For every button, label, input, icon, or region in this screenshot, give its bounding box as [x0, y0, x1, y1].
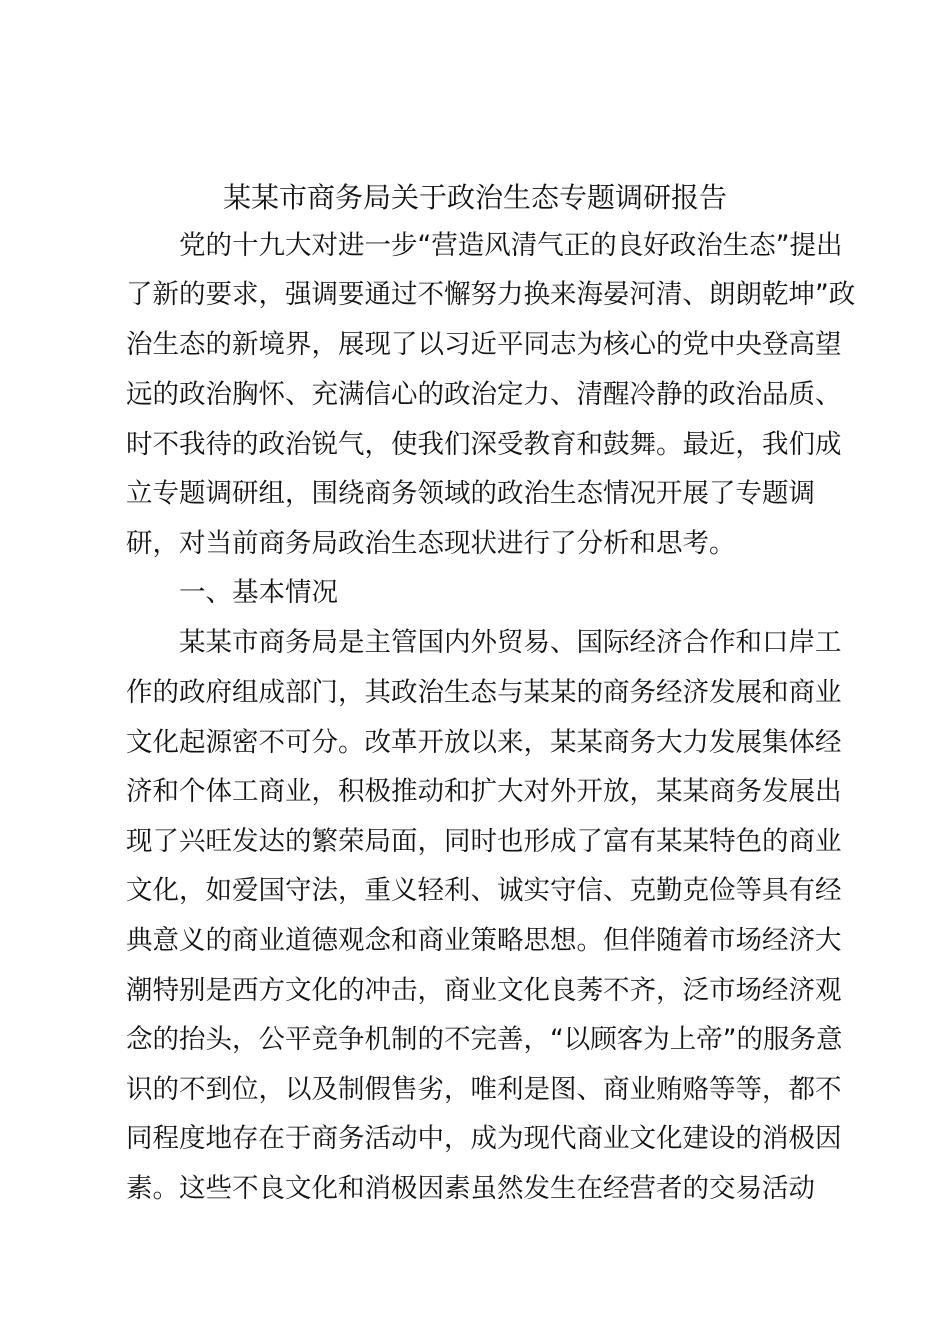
document-title: 某某市商务局关于政治生态专题调研报告 [222, 181, 727, 214]
paragraph-line: 识的不到位，以及制假售劣，唯利是图、商业贿赂等等，都不 [126, 1074, 842, 1105]
paragraph-line: 了新的要求，强调要通过不懈努力换来海晏河清、朗朗乾坤”政 [126, 279, 856, 310]
paragraph-line: 作的政府组成部门，其政治生态与某某的商务经济发展和商业 [126, 677, 842, 708]
paragraph-line: 远的政治胸怀、充满信心的政治定力、清醒冷静的政治品质、 [126, 379, 842, 410]
paragraph-line: 典意义的商业道德观念和商业策略思想。但伴随着市场经济大 [126, 925, 842, 956]
paragraph-line: 济和个体工商业，积极推动和扩大对外开放，某某商务发展出 [126, 776, 842, 807]
paragraph-line: 念的抬头，公平竞争机制的不完善，“以顾客为上帝”的服务意 [126, 1024, 843, 1055]
paragraph-line: 文化起源密不可分。改革开放以来，某某商务大力发展集体经 [126, 727, 842, 758]
paragraph-line: 立专题调研组，围绕商务领域的政治生态情况开展了专题调 [126, 478, 815, 509]
paragraph-line: 时不我待的政治锐气，使我们深受教育和鼓舞。最近，我们成 [126, 429, 842, 460]
paragraph-line: 素。这些不良文化和消极因素虽然发生在经营者的交易活动 [126, 1173, 815, 1204]
paragraph-line: 治生态的新境界，展现了以习近平同志为核心的党中央登高望 [126, 329, 842, 360]
paragraph-line: 潮特别是西方文化的冲击，商业文化良莠不齐，泛市场经济观 [126, 975, 842, 1006]
section-heading: 一、基本情况 [179, 577, 338, 608]
paragraph-line: 文化，如爱国守法，重义轻利、诚实守信、克勤克俭等具有经 [126, 875, 842, 906]
paragraph-line: 某某市商务局是主管国内外贸易、国际经济合作和口岸工 [179, 627, 842, 658]
paragraph-line: 党的十九大对进一步“营造风清气正的良好政治生态”提出 [179, 230, 843, 261]
paragraph-line: 现了兴旺发达的繁荣局面，同时也形成了富有某某特色的商业 [126, 826, 842, 857]
paragraph-line: 研，对当前商务局政治生态现状进行了分析和思考。 [126, 528, 736, 559]
paragraph-line: 同程度地存在于商务活动中，成为现代商业文化建设的消极因 [126, 1123, 842, 1154]
